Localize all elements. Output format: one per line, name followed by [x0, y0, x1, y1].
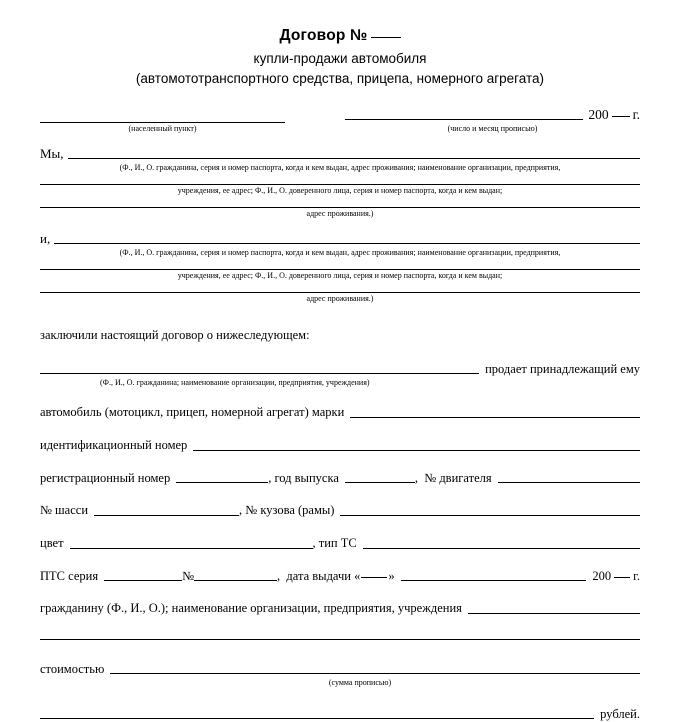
year-suffix: г.: [632, 107, 640, 123]
seller-row: [40, 362, 640, 377]
party-we-block: [40, 146, 640, 219]
year-prefix: 200: [588, 107, 609, 123]
registration-row: [40, 471, 640, 487]
chassis-row: [40, 503, 640, 519]
party-and-block: [40, 231, 640, 304]
vin-label: идентификационный номер: [40, 438, 188, 453]
party-we-input-rule-2[interactable]: [40, 184, 640, 185]
pts-series-input-rule[interactable]: [104, 580, 182, 581]
party-we-caption-3: адрес проживания.): [306, 209, 374, 219]
party-and-input-rule-1[interactable]: [54, 243, 640, 244]
issue-date-label: [277, 569, 395, 585]
seller-input-rule[interactable]: [40, 373, 479, 374]
citizen-label: гражданину (Ф., И., О.); наименование организации, предприятия, учреждения: [40, 601, 462, 616]
party-we-caption-2: учреждения, ее адрес; Ф., И., О. доверенного лица, серия и номер паспорта, когда и кем выдан;: [177, 186, 503, 196]
year-made-input-rule[interactable]: [345, 482, 415, 483]
party-and-first-row: [40, 231, 640, 247]
citizen-row: [40, 601, 640, 617]
vehicle-type-label: , тип ТС: [312, 535, 357, 550]
party-we-line-2: [40, 184, 640, 196]
document-title-block: [40, 0, 640, 89]
reg-number-label: регистрационный номер: [40, 470, 171, 485]
party-we-input-rule-3[interactable]: [40, 207, 640, 208]
reg-number-input-rule[interactable]: [176, 482, 268, 483]
vehicle-brand-row: [40, 405, 640, 421]
party-we-caption-1: (Ф., И., О. гражданина, серия и номер паспорта, когда и кем выдан, адрес проживания; наименование организации, предприятия,: [119, 163, 561, 173]
citizen-continuation-row: [40, 639, 640, 640]
year-made-label: , год выпуска: [268, 470, 339, 485]
title-subtitle-1: купли-продажи автомобиля: [253, 50, 427, 66]
party-and-prefix: и,: [40, 231, 51, 247]
year-field: [583, 107, 640, 123]
party-we-first-row: [40, 146, 640, 162]
title-main-text: Договор №: [279, 27, 368, 44]
agreement-statement: заключили настоящий договор о нижеследующем:: [40, 328, 310, 343]
issue-date-close-quote: »: [388, 568, 395, 583]
pts-series-label: ПТС серия: [40, 568, 99, 583]
party-we-input-rule-1[interactable]: [68, 158, 640, 159]
city-field-group: [40, 122, 285, 134]
pts-year-digits-blank[interactable]: [614, 577, 630, 578]
color-input-rule[interactable]: [70, 548, 313, 549]
vehicle-type-input-rule[interactable]: [363, 548, 640, 549]
cost-row: [40, 662, 640, 678]
chassis-label: № шасси: [40, 503, 89, 518]
party-and-input-rule-2[interactable]: [40, 269, 640, 270]
date-field-group: [345, 107, 640, 134]
vehicle-brand-label: автомобиль (мотоцикл, прицеп, номерной агрегат) марки: [40, 405, 345, 420]
engine-number-input-rule[interactable]: [498, 482, 640, 483]
pts-year-prefix: 200: [592, 568, 612, 583]
party-and-input-rule-3[interactable]: [40, 292, 640, 293]
issue-date-input-rule[interactable]: [401, 580, 587, 581]
vehicle-brand-input-rule[interactable]: [350, 417, 640, 418]
cost-input-rule-2[interactable]: [40, 718, 594, 719]
pts-number-label: №: [182, 568, 195, 583]
party-and-caption-1: (Ф., И., О. гражданина, серия и номер паспорта, когда и кем выдан, адрес проживания; наименование организации, предприятия,: [119, 248, 561, 258]
seller-tail-text: продает принадлежащий ему: [485, 362, 640, 377]
party-and-line-2: [40, 269, 640, 281]
date-caption: (число и месяц прописью): [447, 124, 538, 134]
pts-number-input-rule[interactable]: [194, 580, 277, 581]
title-subtitle-2: (автомототранспортного средства, прицепа, номерного агрегата): [135, 71, 545, 87]
pts-row: [40, 569, 640, 585]
date-input-rule[interactable]: [345, 119, 583, 120]
citizen-input-rule[interactable]: [468, 613, 640, 614]
party-we-prefix: Мы,: [40, 146, 64, 162]
cost-caption: (сумма прописью): [328, 678, 392, 688]
party-and-caption-3: адрес проживания.): [306, 294, 374, 304]
body-number-input-rule[interactable]: [340, 515, 640, 516]
year-digits-blank[interactable]: [612, 116, 630, 117]
cost-label: стоимостью: [40, 661, 105, 676]
party-and-caption-2: учреждения, ее адрес; Ф., И., О. доверенного лица, серия и номер паспорта, когда и кем выдан;: [177, 271, 503, 281]
page-title: [40, 26, 640, 47]
seller-block: [40, 362, 640, 388]
vin-row: [40, 438, 640, 454]
city-caption: (населенный пункт): [128, 124, 197, 134]
citizen-input-rule-2[interactable]: [40, 639, 640, 640]
pts-year-suffix: г.: [633, 568, 640, 583]
chassis-input-rule[interactable]: [94, 515, 239, 516]
body-number-label: , № кузова (рамы): [239, 503, 335, 518]
issue-date-label-text: , дата выдачи «: [277, 568, 361, 583]
color-label: цвет: [40, 535, 64, 550]
party-and-line-3: [40, 292, 640, 304]
cost-block: [40, 662, 640, 688]
issue-day-blank[interactable]: [361, 577, 387, 578]
engine-number-label: , № двигателя: [414, 470, 492, 485]
header-row: [40, 107, 640, 134]
rubles-row: [40, 707, 640, 722]
seller-caption: (Ф., И., О. гражданина; наименование организации, предприятия, учреждения): [100, 378, 370, 388]
party-we-line-3: [40, 207, 640, 219]
pts-year-field: [586, 569, 640, 585]
color-row: [40, 536, 640, 552]
cost-input-rule[interactable]: [110, 673, 640, 674]
contract-number-blank[interactable]: [371, 37, 401, 38]
vin-input-rule[interactable]: [193, 450, 640, 451]
date-line: [345, 107, 640, 123]
city-input-rule[interactable]: [40, 122, 285, 123]
rubles-label: рублей.: [600, 707, 640, 722]
